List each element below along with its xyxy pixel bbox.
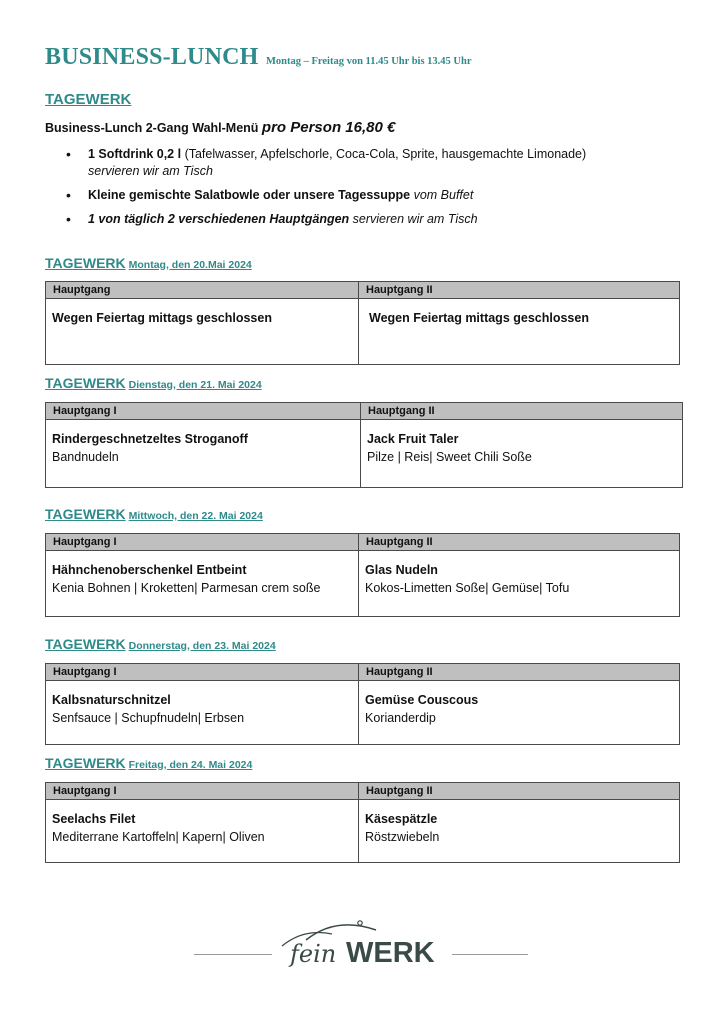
day-heading-label: TAGEWERK <box>45 255 126 271</box>
day-heading-label: TAGEWERK <box>45 636 126 652</box>
offer-label: Business-Lunch 2-Gang Wahl-Menü <box>45 121 259 135</box>
menu-table-tuesday <box>45 402 683 488</box>
logo-script: fein <box>290 940 337 968</box>
column-header: Hauptgang I <box>46 664 359 681</box>
dish-sides: Bandnudeln <box>52 450 119 464</box>
day-heading-label: TAGEWERK <box>45 506 126 522</box>
dish-name: Gemüse Couscous <box>365 693 479 707</box>
dish-name: Wegen Feiertag mittags geschlossen <box>369 311 589 325</box>
column-header: Hauptgang II <box>361 403 683 420</box>
day-heading-wednesday <box>45 506 263 524</box>
dish-name: Glas Nudeln <box>365 563 438 577</box>
dish-sides: Röstzwiebeln <box>365 830 440 844</box>
column-header: Hauptgang II <box>359 664 680 681</box>
day-heading-thursday <box>45 636 276 654</box>
day-date: Freitag, den 24. Mai 2024 <box>128 759 253 771</box>
dish-sides: Senfsauce | Schupfnudeln| Erbsen <box>52 711 245 725</box>
table-header-row <box>46 403 683 420</box>
table-header-row <box>46 783 680 800</box>
dish-sides: Kenia Bohnen | Kroketten| Parmesan crem soße <box>52 581 321 595</box>
list-item <box>66 187 666 204</box>
footer-divider-right <box>452 954 528 955</box>
main-course-1 <box>46 299 359 365</box>
day-heading-tuesday <box>45 375 262 393</box>
title-hours: Montag – Freitag von 11.45 Uhr bis 13.45 Uhr <box>265 56 472 67</box>
menu-table-wednesday <box>45 533 680 617</box>
dish-name: Hähnchenoberschenkel Entbeint <box>52 563 247 577</box>
column-header: Hauptgang II <box>359 783 680 800</box>
table-row <box>46 299 680 365</box>
day-heading-monday <box>45 255 252 273</box>
main-course-1 <box>46 800 359 863</box>
dish-sides: Mediterrane Kartoffeln| Kapern| Oliven <box>52 830 265 844</box>
footer-divider-left <box>194 954 272 955</box>
list-item <box>66 211 666 228</box>
bullet1-italic: servieren wir am Tisch <box>88 164 213 178</box>
menu-table-thursday <box>45 663 680 745</box>
day-heading-friday <box>45 755 252 773</box>
day-heading-label: TAGEWERK <box>45 375 126 391</box>
offer-price: pro Person 16,80 € <box>261 119 396 136</box>
feinwerk-logo <box>276 910 452 972</box>
main-course-2 <box>359 551 680 617</box>
dish-sides: Korianderdip <box>365 711 436 725</box>
bullet1-bold: 1 Softdrink 0,2 l <box>88 147 182 161</box>
main-course-1 <box>46 551 359 617</box>
main-course-2 <box>359 299 680 365</box>
logo-word: WERK <box>346 937 435 969</box>
day-date: Dienstag, den 21. Mai 2024 <box>128 379 262 391</box>
table-row <box>46 800 680 863</box>
dish-sides: Pilze | Reis| Sweet Chili Soße <box>367 450 532 464</box>
day-heading-label: TAGEWERK <box>45 755 126 771</box>
bullet2-italic: vom Buffet <box>410 188 474 202</box>
column-header: Hauptgang I <box>46 783 359 800</box>
column-header: Hauptgang II <box>359 282 680 299</box>
dish-name: Käsespätzle <box>365 812 438 826</box>
dish-sides: Kokos-Limetten Soße| Gemüse| Tofu <box>365 581 570 595</box>
title-main: BUSINESS-LUNCH <box>45 44 259 70</box>
table-header-row <box>46 282 680 299</box>
offer-line <box>45 119 395 136</box>
table-row <box>46 420 683 488</box>
table-row <box>46 681 680 745</box>
main-course-2 <box>359 681 680 745</box>
bullet2-bold: Kleine gemischte Salatbowle oder unsere Tagessuppe <box>88 188 411 202</box>
column-header: Hauptgang I <box>46 534 359 551</box>
dish-name: Jack Fruit Taler <box>367 432 459 446</box>
main-course-2 <box>361 420 683 488</box>
main-course-2 <box>359 800 680 863</box>
included-items-list <box>66 146 666 235</box>
table-header-row <box>46 534 680 551</box>
day-date: Mittwoch, den 22. Mai 2024 <box>128 510 263 522</box>
intro-heading: TAGEWERK <box>45 91 132 108</box>
dish-name: Seelachs Filet <box>52 812 136 826</box>
dish-name: Wegen Feiertag mittags geschlossen <box>52 311 272 325</box>
day-date: Donnerstag, den 23. Mai 2024 <box>128 640 276 652</box>
main-course-1 <box>46 420 361 488</box>
bullet1-text: (Tafelwasser, Apfelschorle, Coca-Cola, Sprite, hausgemachte Limonade) <box>181 147 587 161</box>
table-header-row <box>46 664 680 681</box>
column-header: Hauptgang <box>46 282 359 299</box>
table-row <box>46 551 680 617</box>
cloche-knob-icon <box>358 921 362 925</box>
column-header: Hauptgang I <box>46 403 361 420</box>
column-header: Hauptgang II <box>359 534 680 551</box>
day-date: Montag, den 20.Mai 2024 <box>128 259 252 271</box>
menu-table-friday <box>45 782 680 863</box>
bullet3-italic: servieren wir am Tisch <box>349 212 478 226</box>
bullet3-bold-italic: 1 von täglich 2 verschiedenen Hauptgängen <box>88 212 350 226</box>
dish-name: Rindergeschnetzeltes Stroganoff <box>52 432 248 446</box>
page-title <box>45 44 472 71</box>
menu-table-monday <box>45 281 680 365</box>
main-course-1 <box>46 681 359 745</box>
dish-name: Kalbsnaturschnitzel <box>52 693 171 707</box>
list-item <box>66 146 666 180</box>
